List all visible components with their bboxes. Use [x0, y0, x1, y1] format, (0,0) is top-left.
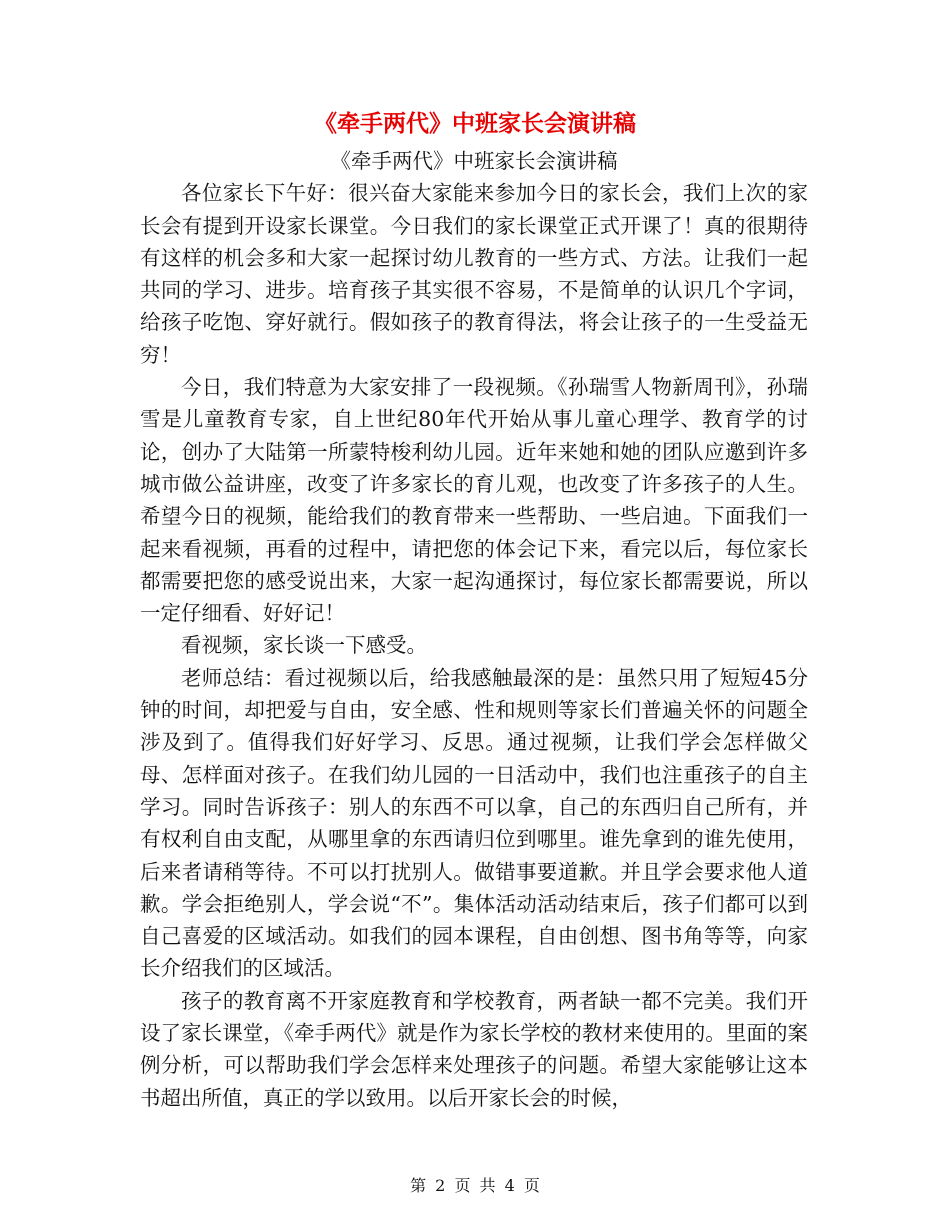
- paragraph-teacher-summary: 老师总结：看过视频以后，给我感触最深的是：虽然只用了短短45分钟的时间，却把爱与自由，安全感、性和规则等家长们普遍关怀的问题全涉及到了。值得我们好好学习、反思。通过视频，让我们学会怎样做父母、怎样面对孩子。在我们幼儿园的一日活动中，我们也注重孩子的自主学习。同时告诉孩子：别人的东西不可以拿，自己的东西归自己所有，并有权利自由支配，从哪里拿的东西请归位到哪里。谁先拿到的谁先使用，后来者请稍等待。不可以打扰别人。做错事要道歉。并且学会要求他人道歉。学会拒绝别人，学会说“不”。集体活动活动结束后，孩子们都可以到自己喜爱的区域活动。如我们的园本课程，自由创想、图书角等等，向家长介绍我们的区域活。: [140, 665, 808, 981]
- paragraph-watch-video: 看视频，家长谈一下感受。: [181, 633, 427, 658]
- paragraph-home-school: 孩子的教育离不开家庭教育和学校教育，两者缺一都不完美。我们开设了家长课堂，《牵手两代》就是作为家长学校的教材来使用的。里面的案例分析，可以帮助我们学会怎样来处理孩子的问题。希望大家能够让这本书超出所值，真正的学以致用。以后开家长会的时候，: [140, 988, 808, 1110]
- document-subtitle: 《牵手两代》中班家长会演讲稿: [330, 149, 618, 173]
- page-number-footer: 第 2 页 共 4 页: [410, 1176, 540, 1195]
- paragraph-greeting: 各位家长下午好：很兴奋大家能来参加今日的家长会，我们上次的家长会有提到开设家长课堂。今日我们的家长课堂正式开课了！真的很期待有这样的机会多和大家一起探讨幼儿教育的一些方式、方法。让我们一起共同的学习、进步。培育孩子其实很不容易，不是简单的认识几个字词，给孩子吃饱、穿好就行。假如孩子的教育得法，将会让孩子的一生受益无穷！: [140, 181, 808, 367]
- document-title: 《牵手两代》中班家长会演讲稿: [314, 110, 636, 137]
- document-body: [140, 145, 808, 1114]
- paragraph-video-intro: 今日，我们特意为大家安排了一段视频。《孙瑞雪人物新周刊》，孙瑞雪是儿童教育专家，自上世纪80年代开始从事儿童心理学、教育学的讨论，创办了大陆第一所蒙特梭利幼儿园。近年来她和她的团队应邀到许多城市做公益讲座，改变了许多家长的育儿观，也改变了许多孩子的人生。希望今日的视频，能给我们的教育带来一些帮助、一些启迪。下面我们一起来看视频，再看的过程中，请把您的体会记下来，看完以后，每位家长都需要把您的感受说出来，大家一起沟通探讨，每位家长都需要说，所以一定仔细看、好好记！: [140, 375, 808, 626]
